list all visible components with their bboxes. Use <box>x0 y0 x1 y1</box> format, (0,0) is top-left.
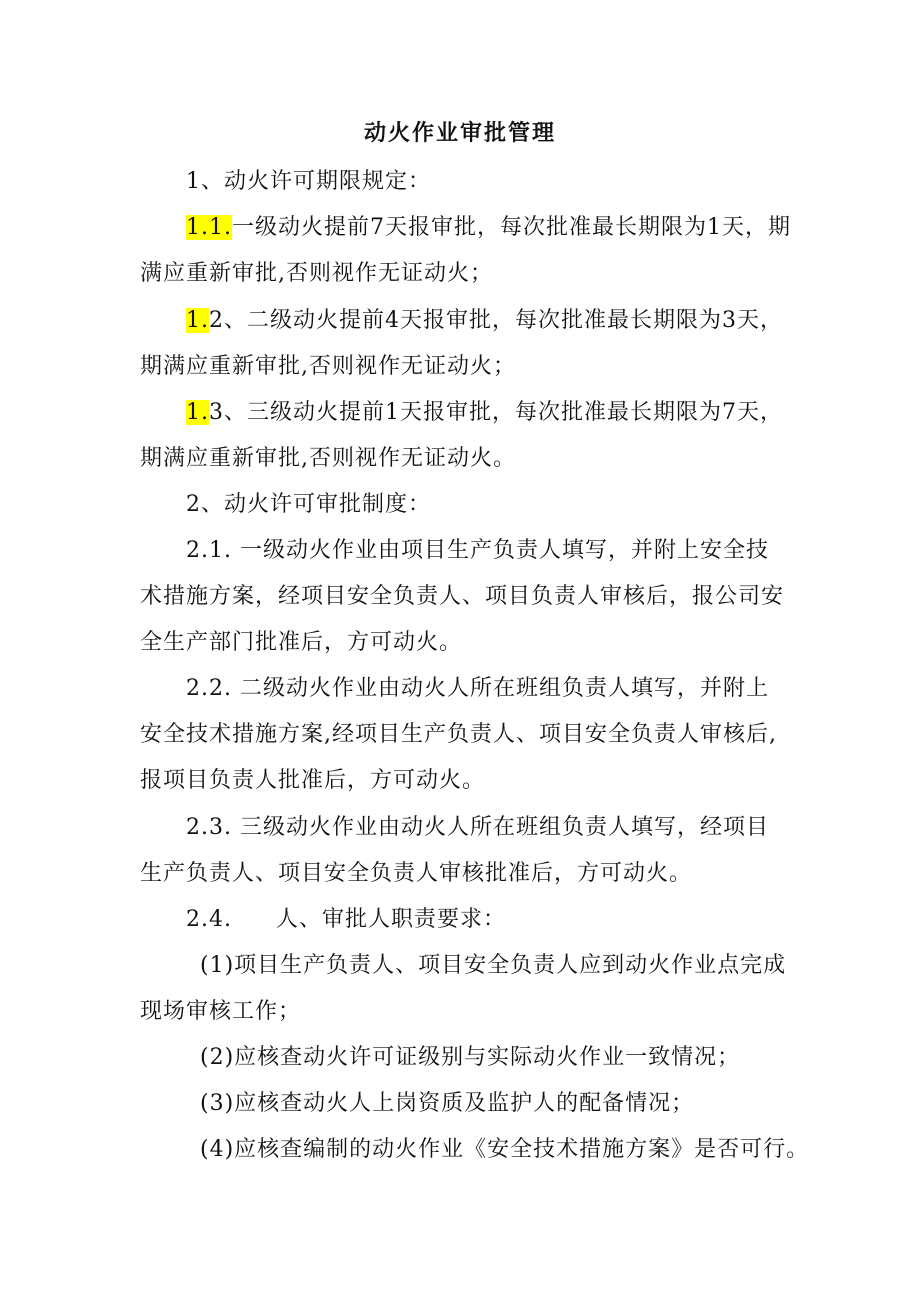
paragraph-1-1-line-2: 满应重新审批,否则视作无证动火； <box>140 261 493 286</box>
highlight-mark: 1. <box>186 308 209 333</box>
highlight-mark: 1.1. <box>186 215 232 240</box>
paragraph-1-3-line-2: 期满应重新审批,否则视作无证动火。 <box>140 446 516 471</box>
paragraph-2-2-line-3: 报项目负责人批准后，方可动火。 <box>140 768 486 793</box>
paragraph-text: 3、三级动火提前1天报审批，每次批准最长期限为7天， <box>209 400 783 425</box>
highlight-mark: 1. <box>186 400 209 425</box>
section-1-heading: 1、动火许可期限规定： <box>186 169 431 194</box>
list-item-4: (4)应核查编制的动火作业《安全技术措施方案》是否可行。 <box>200 1137 810 1162</box>
paragraph-text: 人、审批人职责要求： <box>275 907 506 932</box>
paragraph-2-2-line-1: 2.2. 二级动火作业由动火人所在班组负责人填写，并附上 <box>186 676 769 701</box>
paragraph-2-3-line-1: 2.3. 三级动火作业由动火人所在班组负责人填写，经项目 <box>186 815 769 840</box>
paragraph-1-1-line-1 <box>186 212 831 244</box>
paragraph-2-1-line-1: 2.1. 一级动火作业由项目生产负责人填写，并附上安全技 <box>186 538 769 563</box>
list-item-1-line-2: 现场审核工作； <box>140 999 302 1024</box>
list-item-2: (2)应核查动火许可证级别与实际动火作业一致情况； <box>200 1045 741 1070</box>
document-title: 动火作业审批管理 <box>363 121 556 146</box>
paragraph-2-3-line-2: 生产负责人、项目安全负责人审核批准后，方可动火。 <box>140 861 693 886</box>
paragraph-1-2-line-2: 期满应重新审批,否则视作无证动火； <box>140 354 516 379</box>
paragraph-1-2-line-1 <box>186 305 831 337</box>
paragraph-text: 2、二级动火提前4天报审批，每次批准最长期限为3天， <box>209 308 783 333</box>
list-item-3: (3)应核查动火人上岗资质及监护人的配备情况； <box>200 1091 695 1116</box>
paragraph-2-2-line-2: 安全技术措施方案,经项目生产负责人、项目安全负责人审核后, <box>140 722 777 747</box>
paragraph-text: 一级动火提前7天报审批，每次批准最长期限为1天，期 <box>231 215 791 240</box>
list-item-1-line-1: (1)项目生产负责人、项目安全负责人应到动火作业点完成 <box>200 953 787 978</box>
paragraph-1-3-line-1 <box>186 397 831 429</box>
paragraph-2-1-line-2: 术措施方案，经项目安全负责人、项目负责人审核后，报公司安 <box>140 584 785 609</box>
paragraph-2-1-line-3: 全生产部门批准后，方可动火。 <box>140 630 463 655</box>
paragraph-number: 2.4. <box>186 907 232 932</box>
section-2-heading: 2、动火许可审批制度： <box>186 492 431 517</box>
paragraph-2-4-heading <box>186 904 831 936</box>
